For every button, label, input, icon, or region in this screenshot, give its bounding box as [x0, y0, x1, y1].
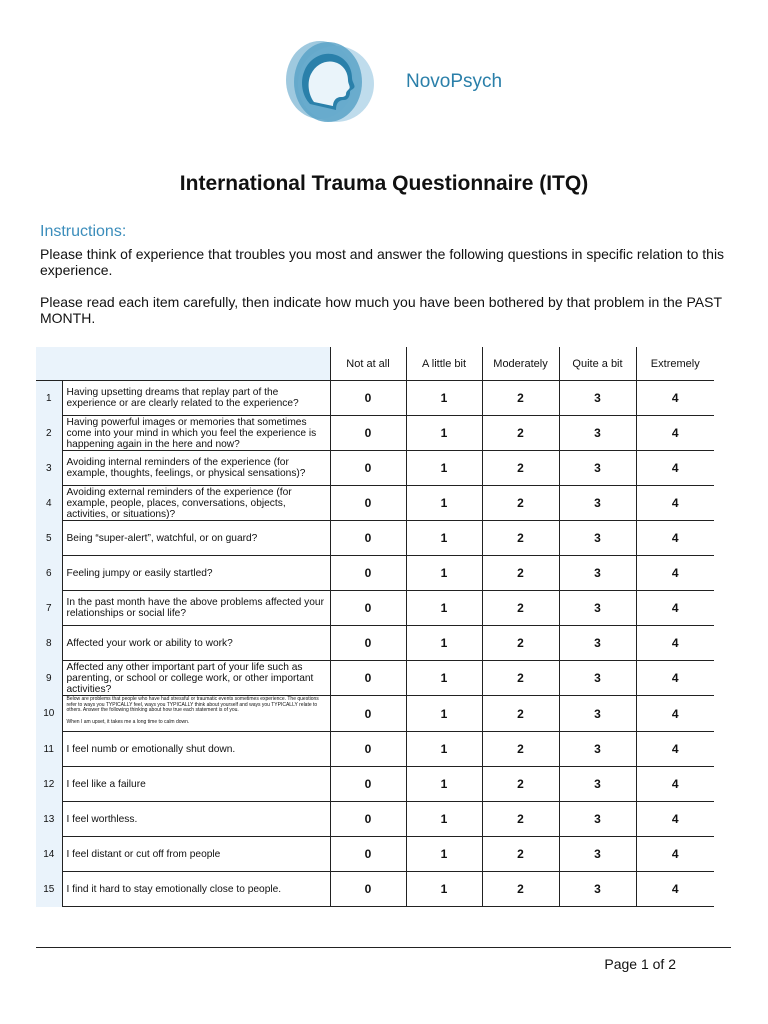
score-option[interactable]: 1: [406, 591, 482, 626]
item-number: 3: [36, 451, 62, 486]
score-option[interactable]: 4: [636, 381, 714, 416]
column-header: Extremely: [636, 347, 714, 381]
table-row: [36, 802, 714, 837]
table-row: [36, 556, 714, 591]
score-option[interactable]: 4: [636, 416, 714, 451]
score-option[interactable]: 4: [636, 802, 714, 837]
score-option[interactable]: 3: [559, 732, 636, 767]
column-header: A little bit: [406, 347, 482, 381]
score-option[interactable]: 3: [559, 767, 636, 802]
score-option[interactable]: 1: [406, 767, 482, 802]
table-row: [36, 381, 714, 416]
score-option[interactable]: 2: [482, 696, 559, 732]
item-question: Having powerful images or memories that sometimes come into your mind in which you feel the experience is happening again in the here and now?: [62, 416, 330, 451]
score-option[interactable]: 2: [482, 661, 559, 696]
table-row: [36, 767, 714, 802]
score-option[interactable]: 3: [559, 591, 636, 626]
page-number: Page 1 of 2: [604, 956, 676, 972]
score-option[interactable]: 4: [636, 767, 714, 802]
score-option[interactable]: 1: [406, 661, 482, 696]
item-number: 5: [36, 521, 62, 556]
item-question: Affected any other important part of your life such as parenting, or school or college work, or other important activities?: [62, 661, 330, 696]
score-option[interactable]: 1: [406, 556, 482, 591]
item-question: I feel like a failure: [62, 767, 330, 802]
item-question: Feeling jumpy or easily startled?: [62, 556, 330, 591]
column-header: Not at all: [330, 347, 406, 381]
item-question: I find it hard to stay emotionally close to people.: [62, 872, 330, 907]
item-number: 13: [36, 802, 62, 837]
item-question: Being “super-alert”, watchful, or on guard?: [62, 521, 330, 556]
head-silhouette-logo-icon: [274, 34, 380, 130]
header-blank-cell: [36, 347, 330, 381]
score-option[interactable]: 1: [406, 802, 482, 837]
score-option[interactable]: 1: [406, 381, 482, 416]
column-header: Quite a bit: [559, 347, 636, 381]
score-option[interactable]: 2: [482, 416, 559, 451]
item-number: 2: [36, 416, 62, 451]
score-option[interactable]: 0: [330, 767, 406, 802]
table-row: [36, 696, 714, 732]
item-question: Avoiding external reminders of the experience (for example, people, places, conversations, objects, activities, or situations)?: [62, 486, 330, 521]
score-option[interactable]: 2: [482, 521, 559, 556]
item-number: 11: [36, 732, 62, 767]
item-question: Affected your work or ability to work?: [62, 626, 330, 661]
score-option[interactable]: 0: [330, 416, 406, 451]
score-option[interactable]: 1: [406, 696, 482, 732]
item-number: 6: [36, 556, 62, 591]
score-option[interactable]: 4: [636, 451, 714, 486]
score-option[interactable]: 3: [559, 451, 636, 486]
score-option[interactable]: 1: [406, 837, 482, 872]
column-header: Moderately: [482, 347, 559, 381]
instructions-heading: Instructions:: [40, 223, 127, 240]
score-option[interactable]: 4: [636, 732, 714, 767]
item-number: 14: [36, 837, 62, 872]
score-option[interactable]: 2: [482, 767, 559, 802]
score-option[interactable]: 3: [559, 872, 636, 907]
score-option[interactable]: 2: [482, 626, 559, 661]
score-option[interactable]: 4: [636, 486, 714, 521]
score-option[interactable]: 1: [406, 626, 482, 661]
score-option[interactable]: 3: [559, 626, 636, 661]
score-option[interactable]: 2: [482, 556, 559, 591]
score-option[interactable]: 2: [482, 381, 559, 416]
item-question: I feel numb or emotionally shut down.: [62, 732, 330, 767]
item-question: Avoiding internal reminders of the experience (for example, thoughts, feelings, or physical sensations)?: [62, 451, 330, 486]
score-option[interactable]: 4: [636, 626, 714, 661]
item-question: In the past month have the above problems affected your relationships or social life?: [62, 591, 330, 626]
score-option[interactable]: 4: [636, 591, 714, 626]
item-number: 10: [36, 696, 62, 732]
score-option[interactable]: 2: [482, 837, 559, 872]
score-option[interactable]: 4: [636, 661, 714, 696]
table-header-row: [36, 347, 714, 381]
score-option[interactable]: 0: [330, 872, 406, 907]
score-option[interactable]: 4: [636, 696, 714, 732]
item-question-text: When I am upset, it takes me a long time to calm down.: [66, 718, 190, 725]
item-question-preamble: Below are problems that people who have had stressful or traumatic events sometimes experience. The questions refer to ways you TYPICALLY feel, ways you TYPICALLY think about yourself and ways you TYPICALLY relate to others. Answer the following thinking about how true each statement is of you.: [66, 696, 319, 714]
score-option[interactable]: 2: [482, 486, 559, 521]
item-number: 1: [36, 381, 62, 416]
score-option[interactable]: 2: [482, 451, 559, 486]
score-option[interactable]: 0: [330, 696, 406, 732]
score-option[interactable]: 1: [406, 416, 482, 451]
instructions-paragraph-1: Please think of experience that troubles you most and answer the following questions in specific relation to this experience.: [40, 246, 725, 278]
score-option[interactable]: 1: [406, 486, 482, 521]
score-option[interactable]: 2: [482, 732, 559, 767]
score-option[interactable]: 3: [559, 696, 636, 732]
item-number: 9: [36, 661, 62, 696]
score-option[interactable]: 3: [559, 381, 636, 416]
score-option[interactable]: 0: [330, 556, 406, 591]
table-row: [36, 451, 714, 486]
item-number: 12: [36, 767, 62, 802]
score-option[interactable]: 3: [559, 661, 636, 696]
score-option[interactable]: 0: [330, 661, 406, 696]
item-question: I feel worthless.: [62, 802, 330, 837]
score-option[interactable]: 1: [406, 521, 482, 556]
table-row: [36, 416, 714, 451]
table-row: [36, 872, 714, 907]
table-row: [36, 837, 714, 872]
score-option[interactable]: 0: [330, 591, 406, 626]
score-option[interactable]: 3: [559, 556, 636, 591]
table-row: [36, 521, 714, 556]
page-title: International Trauma Questionnaire (ITQ): [179, 172, 589, 195]
score-option[interactable]: 4: [636, 872, 714, 907]
score-option[interactable]: 3: [559, 521, 636, 556]
score-option[interactable]: 3: [559, 802, 636, 837]
score-option[interactable]: 3: [559, 486, 636, 521]
item-number: 15: [36, 872, 62, 907]
score-option[interactable]: 4: [636, 521, 714, 556]
score-option[interactable]: 4: [636, 556, 714, 591]
score-option[interactable]: 2: [482, 802, 559, 837]
brand-name: NovoPsych: [406, 71, 503, 92]
item-number: 7: [36, 591, 62, 626]
item-number: 4: [36, 486, 62, 521]
score-option[interactable]: 3: [559, 416, 636, 451]
score-option[interactable]: 0: [330, 837, 406, 872]
score-option[interactable]: 0: [330, 521, 406, 556]
score-option[interactable]: 4: [636, 837, 714, 872]
score-option[interactable]: 0: [330, 381, 406, 416]
instructions-paragraph-2: Please read each item carefully, then indicate how much you have been bothered by that problem in the PAST MONTH.: [40, 294, 722, 326]
questionnaire-table: [36, 347, 714, 907]
score-option[interactable]: 0: [330, 802, 406, 837]
table-row: [36, 732, 714, 767]
table-row: [36, 591, 714, 626]
score-option[interactable]: 1: [406, 451, 482, 486]
score-option[interactable]: 0: [330, 732, 406, 767]
item-question: [62, 696, 330, 732]
table-row: [36, 486, 714, 521]
score-option[interactable]: 2: [482, 591, 559, 626]
score-option[interactable]: 0: [330, 626, 406, 661]
table-row: [36, 626, 714, 661]
score-option[interactable]: 3: [559, 837, 636, 872]
item-question: I feel distant or cut off from people: [62, 837, 330, 872]
score-option[interactable]: 1: [406, 732, 482, 767]
item-number: 8: [36, 626, 62, 661]
score-option[interactable]: 2: [482, 872, 559, 907]
score-option[interactable]: 0: [330, 486, 406, 521]
footer-divider: [36, 947, 731, 948]
score-option[interactable]: 0: [330, 451, 406, 486]
item-question: Having upsetting dreams that replay part of the experience or are clearly related to the experience?: [62, 381, 330, 416]
score-option[interactable]: 1: [406, 872, 482, 907]
table-row: [36, 661, 714, 696]
